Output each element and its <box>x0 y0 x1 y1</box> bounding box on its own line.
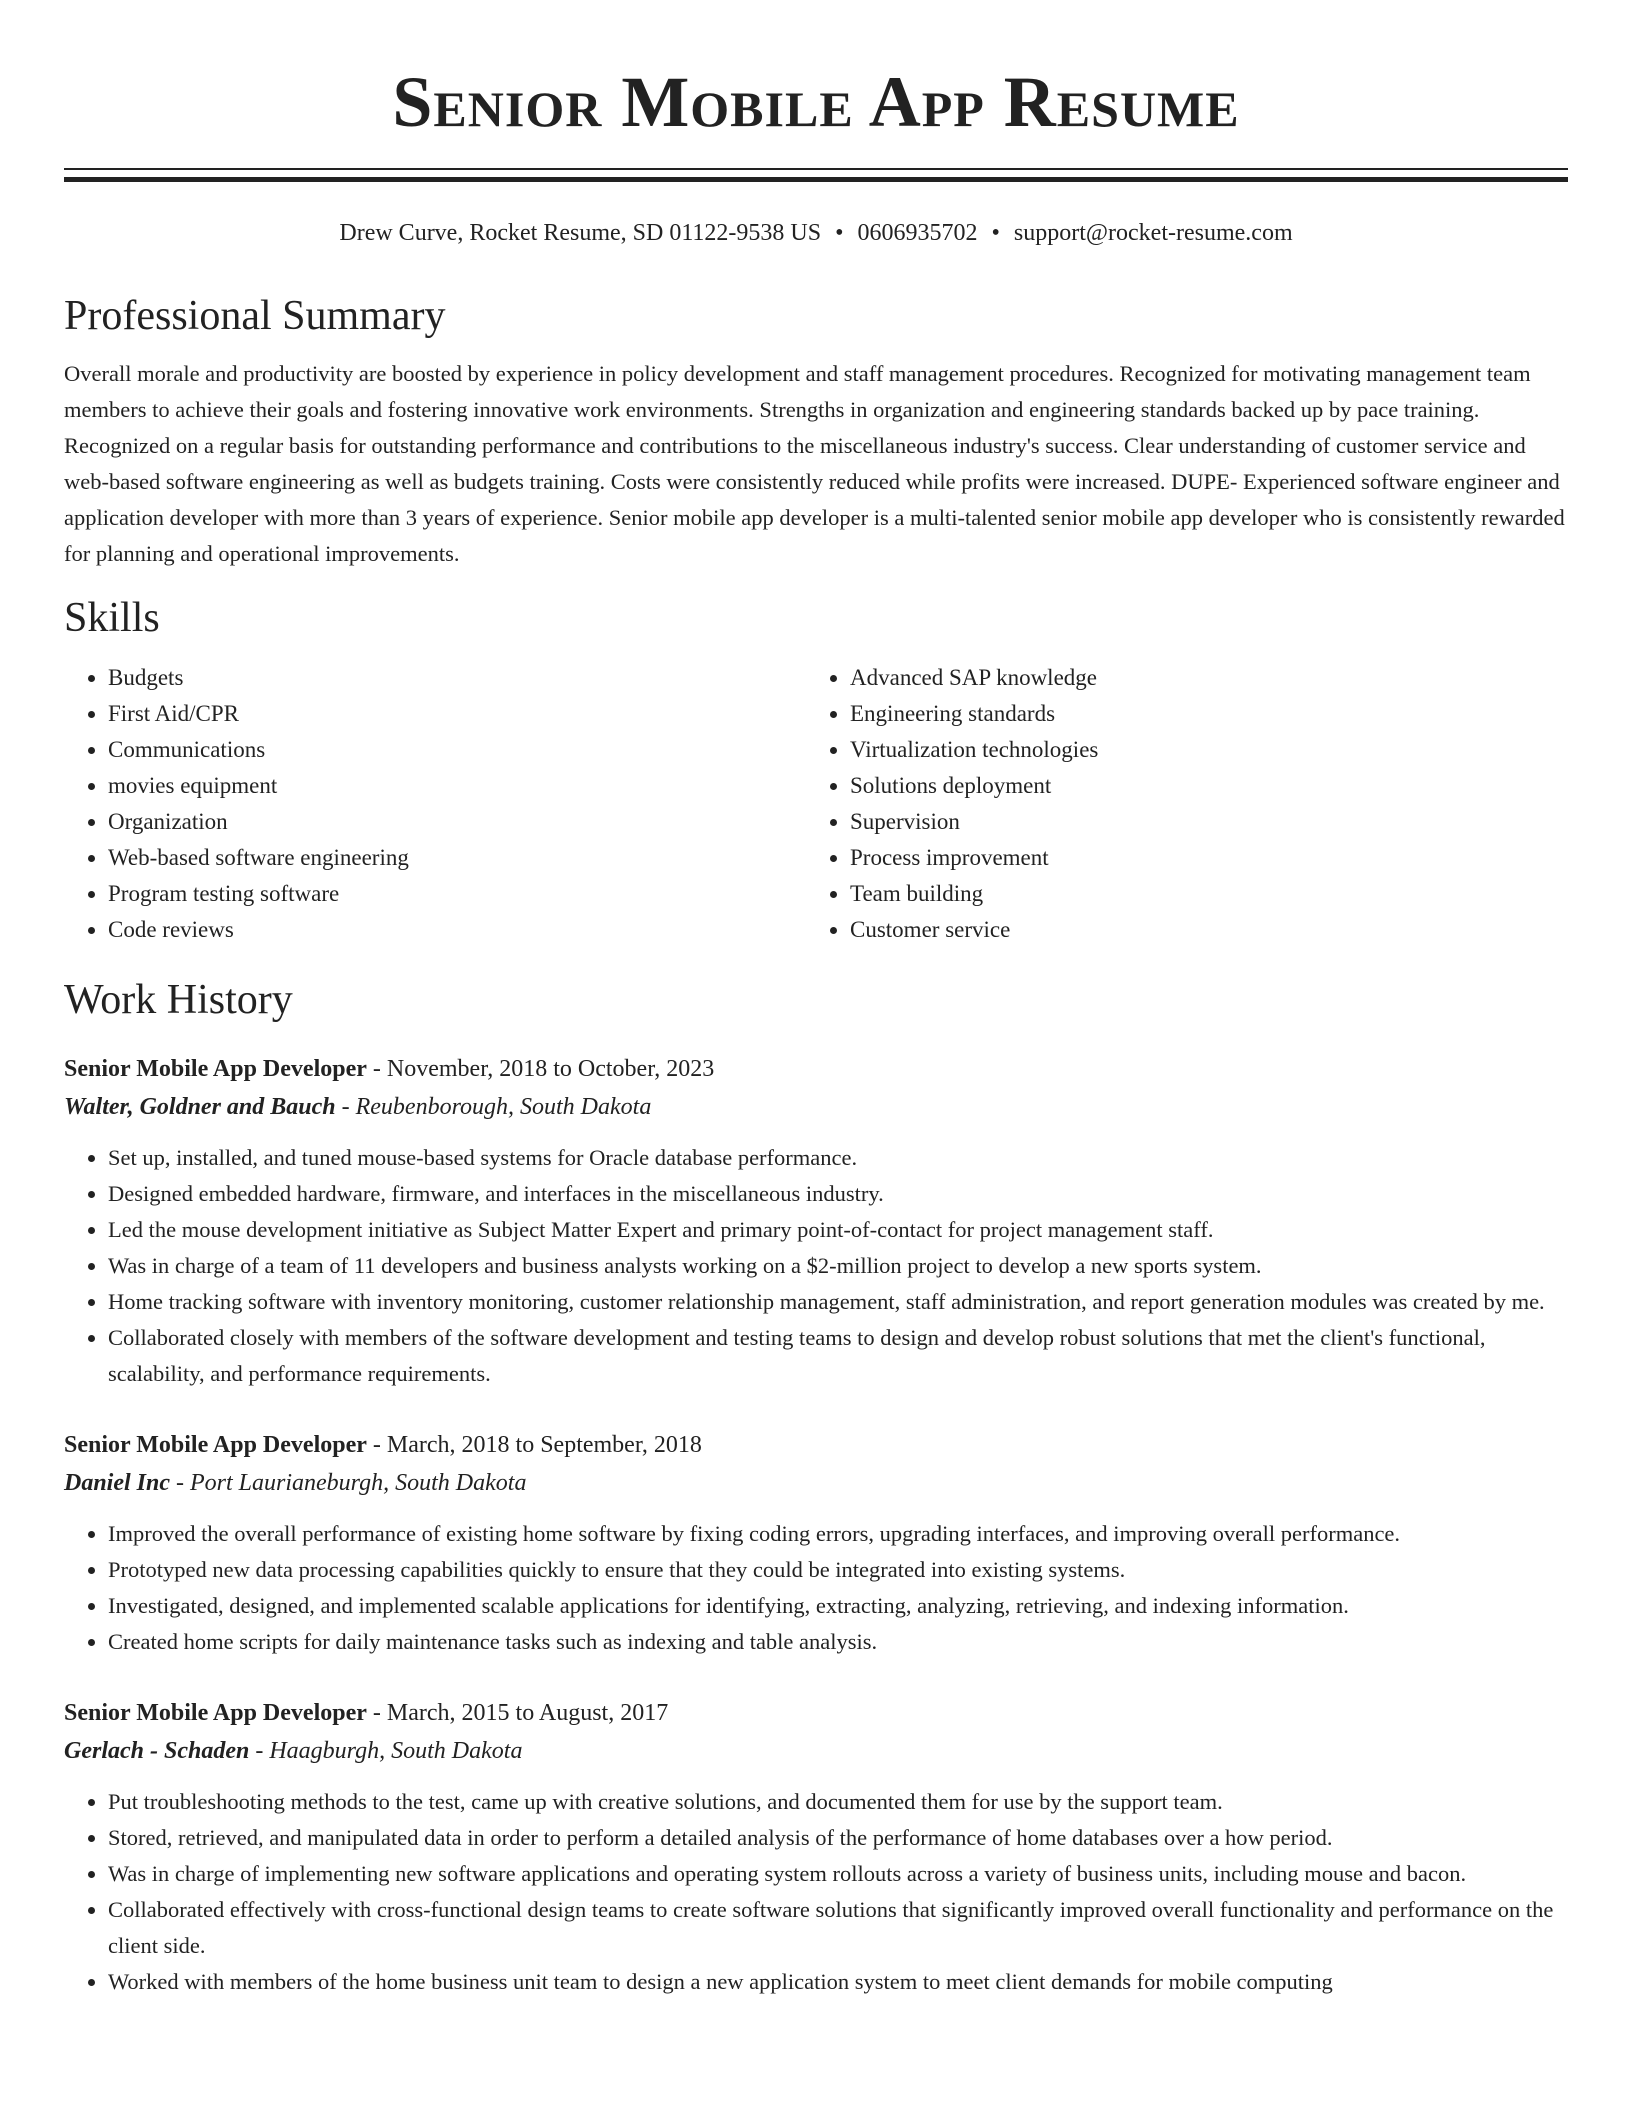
skill-item: • First Aid/CPR <box>108 696 806 732</box>
skill-item: • Engineering standards <box>850 696 1548 732</box>
contact-email: support@rocket-resume.com <box>1013 220 1293 246</box>
title-divider-thick <box>64 177 1568 182</box>
work-history-heading: Work History <box>64 977 293 1023</box>
job-company-line <box>64 1464 1568 1502</box>
job-bullet: • Stored, retrieved, and manipulated data in order to perform a detailed analysis of the performance of home databases over a how period. <box>108 1820 1568 1856</box>
job-bullets <box>64 1784 1568 2000</box>
job-bullet: • Was in charge of implementing new software applications and operating system rollouts across a variety of business units, including mouse and bacon. <box>108 1856 1568 1892</box>
job-location: - Port Laurianeburgh, South Dakota <box>170 1470 527 1496</box>
job-dates: - November, 2018 to October, 2023 <box>366 1056 715 1082</box>
skills-column-left <box>64 660 806 948</box>
job-bullet: • Improved the overall performance of existing home software by fixing coding errors, upgrading interfaces, and improving overall performance. <box>108 1516 1568 1552</box>
job-bullet: • Was in charge of a team of 11 developers and business analysts working on a $2-million project to develop a new sports system. <box>108 1248 1568 1284</box>
job-bullet: • Collaborated closely with members of the software development and testing teams to design and develop robust solutions that met the client's functional, scalability, and performance requirements. <box>108 1320 1568 1392</box>
title-divider-thin <box>64 168 1568 170</box>
job-bullet: • Collaborated effectively with cross-functional design teams to create software solutions that significantly improved overall functionality and performance on the client side. <box>108 1892 1568 1964</box>
job-company-line <box>64 1732 1568 1770</box>
job-bullet: • Worked with members of the home business unit team to design a new application system to meet client demands for mobile computing <box>108 1964 1568 2000</box>
job-bullet: • Prototyped new data processing capabilities quickly to ensure that they could be integrated into existing systems. <box>108 1552 1568 1588</box>
job-company: Walter, Goldner and Bauch <box>64 1094 336 1120</box>
job-bullet: • Created home scripts for daily maintenance tasks such as indexing and table analysis. <box>108 1624 1568 1660</box>
contact-address: Drew Curve, Rocket Resume, SD 01122-9538 US <box>339 220 822 246</box>
summary-heading: Professional Summary <box>64 293 446 339</box>
contact-separator: • <box>835 220 844 246</box>
contact-phone: 0606935702 <box>857 220 978 246</box>
job-entry <box>64 1050 1568 1392</box>
resume-title: Senior Mobile App Resume <box>392 62 1240 142</box>
job-entry <box>64 1426 1568 1660</box>
skill-item: • movies equipment <box>108 768 806 804</box>
job-title-line <box>64 1694 1568 1732</box>
job-bullet: • Led the mouse development initiative as Subject Matter Expert and primary point-of-contact for project management staff. <box>108 1212 1568 1248</box>
skill-item: • Customer service <box>850 912 1548 948</box>
skill-item: • Solutions deployment <box>850 768 1548 804</box>
skill-item: • Organization <box>108 804 806 840</box>
skill-item: • Budgets <box>108 660 806 696</box>
job-bullet: • Designed embedded hardware, firmware, and interfaces in the miscellaneous industry. <box>108 1176 1568 1212</box>
skill-item: • Process improvement <box>850 840 1548 876</box>
skill-item: • Team building <box>850 876 1548 912</box>
skill-item: • Advanced SAP knowledge <box>850 660 1548 696</box>
skills-list <box>64 660 1568 948</box>
skills-column-right <box>806 660 1548 948</box>
skill-item: • Web-based software engineering <box>108 840 806 876</box>
job-location: - Reubenborough, South Dakota <box>335 1094 652 1120</box>
job-title-line <box>64 1426 1568 1464</box>
job-title: Senior Mobile App Developer <box>64 1056 367 1082</box>
job-dates: - March, 2018 to September, 2018 <box>366 1432 702 1458</box>
job-company: Gerlach - Schaden <box>64 1738 250 1764</box>
job-bullets <box>64 1140 1568 1392</box>
job-location: - Haagburgh, South Dakota <box>249 1738 523 1764</box>
job-title-line <box>64 1050 1568 1088</box>
job-bullet: • Put troubleshooting methods to the test, came up with creative solutions, and documented them for use by the support team. <box>108 1784 1568 1820</box>
skill-item: • Code reviews <box>108 912 806 948</box>
skill-item: • Virtualization technologies <box>850 732 1548 768</box>
job-bullet: • Investigated, designed, and implemented scalable applications for identifying, extracting, analyzing, retrieving, and indexing information. <box>108 1588 1568 1624</box>
contact-line <box>64 218 1568 248</box>
job-company-line <box>64 1088 1568 1126</box>
job-bullet: • Set up, installed, and tuned mouse-based systems for Oracle database performance. <box>108 1140 1568 1176</box>
job-title: Senior Mobile App Developer <box>64 1432 367 1458</box>
job-bullets <box>64 1516 1568 1660</box>
summary-text: Overall morale and productivity are boosted by experience in policy development and staff management procedures. Recognized for motivating management team members to achieve their goals and fostering innovative work environments. Strengths in organization and engineering standards backed up by pace training. Recognized on a regular basis for outstanding performance and contributions to the miscellaneous industry's success. Clear understanding of customer service and web-based software engineering as well as budgets training. Costs were consistently reduced while profits were increased. DUPE- Experienced software engineer and application developer with more than 3 years of experience. Senior mobile app developer is a multi-talented senior mobile app developer who is consistently rewarded for planning and operational improvements. <box>64 361 1565 566</box>
job-entry <box>64 1694 1568 2000</box>
skill-item: • Supervision <box>850 804 1548 840</box>
skill-item: • Program testing software <box>108 876 806 912</box>
job-bullet: • Home tracking software with inventory monitoring, customer relationship management, staff administration, and report generation modules was created by me. <box>108 1284 1568 1320</box>
skill-item: • Communications <box>108 732 806 768</box>
job-company: Daniel Inc <box>64 1470 171 1496</box>
job-title: Senior Mobile App Developer <box>64 1700 367 1726</box>
skills-heading: Skills <box>64 595 160 641</box>
contact-separator: • <box>991 220 1000 246</box>
job-dates: - March, 2015 to August, 2017 <box>366 1700 669 1726</box>
